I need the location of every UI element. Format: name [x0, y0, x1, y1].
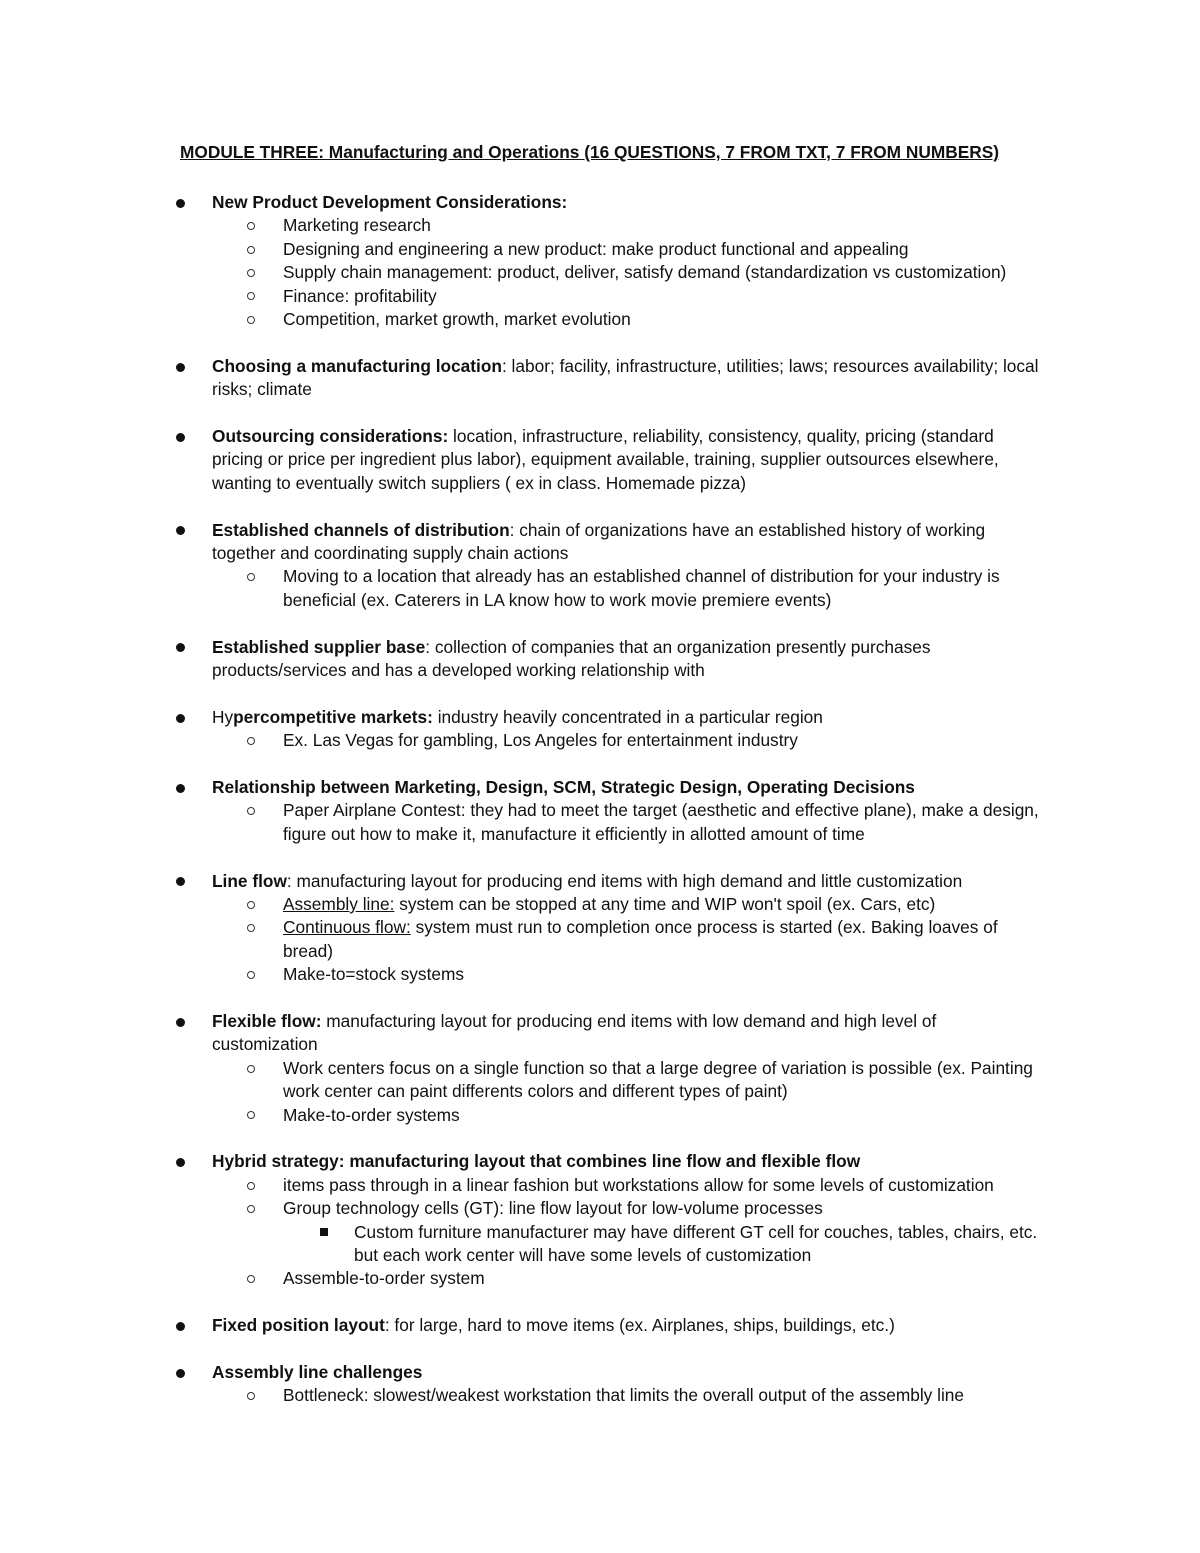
bullet-circle-icon: [247, 269, 255, 277]
text-run: products/services and has a developed working relationship with: [212, 660, 705, 680]
bullet-disc-icon: [176, 877, 185, 886]
sub-item-line: [283, 1080, 788, 1103]
text-run: items pass through in a linear fashion but workstations allow for some levels of customization: [283, 1174, 994, 1195]
sub-item-line: [283, 261, 1006, 284]
text-run: bread): [283, 940, 333, 961]
text-run: industry heavily concentrated in a particular region: [432, 706, 823, 727]
bold-term: percompetitive markets:: [233, 706, 433, 727]
section-line: [212, 1361, 422, 1384]
bullet-disc-icon: [176, 1018, 185, 1027]
text-run: Custom furniture manufacturer may have different GT cell for couches, tables, chairs, etc.: [354, 1221, 1038, 1242]
bullet-circle-icon: [247, 1392, 255, 1400]
section-line: [212, 378, 312, 401]
bullet-disc-icon: [176, 526, 185, 535]
text-run: Paper Airplane Contest: they had to meet the target (aesthetic and effective plane), make a design,: [283, 800, 1039, 821]
text-run: Supply chain management: product, deliver, satisfy demand (standardization vs customization): [283, 262, 1007, 283]
sub-item-line: [283, 799, 1039, 822]
section-line: [212, 355, 1039, 378]
text-run: Assemble-to-order system: [283, 1268, 485, 1289]
text-run: Designing and engineering a new product: make product functional and appealing: [283, 238, 909, 259]
bullet-circle-icon: [247, 222, 255, 230]
bullet-circle-icon: [247, 1275, 255, 1283]
sub-item-line: [283, 893, 935, 916]
text-run: system must run to completion once process is started (ex. Baking loaves of: [410, 917, 998, 938]
bullet-disc-icon: [176, 363, 185, 372]
bullet-circle-icon: [247, 971, 255, 979]
text-run: Hy: [212, 706, 234, 727]
text-run: Make-to=stock systems: [283, 964, 465, 985]
bullet-disc-icon: [176, 433, 185, 442]
section-line: [212, 472, 746, 495]
sub-item-line: [283, 285, 437, 308]
text-run: but each work center will have some levels of customization: [354, 1245, 812, 1265]
text-run: manufacturing layout for producing end items with low demand and high level of: [321, 1011, 937, 1031]
sub-item-line: [283, 940, 333, 963]
bullet-disc-icon: [176, 643, 185, 652]
sub-item-line: [283, 1057, 1033, 1080]
text-run: pricing or price per ingredient plus labor), equipment available, training, supplier outsources elsewhere,: [212, 449, 999, 470]
bold-term: Flexible flow:: [212, 1011, 322, 1031]
text-run: : manufacturing layout for producing end items with high demand and little customization: [286, 870, 963, 891]
text-run: work center can paint differents colors and different types of paint): [283, 1081, 788, 1102]
text-run: Finance: profitability: [283, 285, 437, 306]
bold-term: Established channels of distribution: [212, 519, 510, 540]
text-run: together and coordinating supply chain actions: [212, 543, 569, 563]
text-run: system can be stopped at any time and WIP won't spoil (ex. Cars, etc): [394, 894, 936, 914]
section-line: [212, 1150, 860, 1173]
bold-term: Choosing a manufacturing location: [212, 355, 502, 376]
sub-item-line: [283, 308, 631, 331]
bullet-disc-icon: [176, 1158, 185, 1167]
bold-term: Assembly line challenges: [212, 1362, 423, 1382]
text-run: : chain of organizations have an established history of working: [509, 519, 986, 540]
sub-item-line: [283, 729, 798, 752]
text-run: figure out how to make it, manufacture it efficiently in allotted amount of time: [283, 823, 865, 844]
bullet-square-icon: [320, 1228, 328, 1236]
sub-item-line: [283, 1267, 485, 1290]
sub-item-line: [283, 1197, 823, 1220]
text-run: customization: [212, 1034, 318, 1055]
text-run: Competition, market growth, market evolution: [283, 309, 631, 329]
underlined-term: Assembly line:: [283, 894, 395, 914]
text-run: Marketing research: [283, 215, 431, 236]
sub-item-line: [283, 823, 865, 846]
sub-item-line: [283, 1384, 964, 1407]
sub-item-line: [283, 214, 431, 237]
sub-item-line: [283, 565, 1000, 588]
bullet-circle-icon: [247, 1182, 255, 1190]
text-run: location, infrastructure, reliability, consistency, quality, pricing (standard: [448, 426, 994, 446]
text-run: Ex. Las Vegas for gambling, Los Angeles for entertainment industry: [283, 730, 798, 751]
bold-term: Outsourcing considerations:: [212, 426, 449, 446]
section-line: [212, 636, 931, 659]
bullet-disc-icon: [176, 784, 185, 793]
section-line: [212, 706, 823, 729]
text-run: Make-to-order systems: [283, 1104, 460, 1125]
sub-item-line: [283, 963, 464, 986]
bullet-circle-icon: [247, 292, 255, 300]
bullet-disc-icon: [176, 199, 185, 208]
bullet-disc-icon: [176, 714, 185, 723]
section-line: [212, 870, 962, 893]
text-run: Bottleneck: slowest/weakest workstation that limits the overall output of the assembly line: [283, 1385, 965, 1406]
text-run: : labor; facility, infrastructure, utilities; laws; resources availability; local: [501, 355, 1039, 376]
sub-item-line: [283, 916, 998, 939]
bold-term: Relationship between Marketing, Design, SCM, Strategic Design, Operating Decisions: [212, 777, 915, 797]
section-line: [212, 659, 705, 682]
section-line: [212, 519, 985, 542]
sub-item-line: [283, 238, 908, 261]
text-run: : for large, hard to move items (ex. Airplanes, ships, buildings, etc.): [384, 1315, 895, 1336]
bold-term: Hybrid strategy: manufacturing layout that combines line flow and flexible flow: [212, 1151, 861, 1172]
sub-item-line: [283, 1174, 994, 1197]
bold-term: Fixed position layout: [212, 1315, 385, 1336]
bullet-circle-icon: [247, 807, 255, 815]
bullet-circle-icon: [247, 1065, 255, 1073]
bullet-circle-icon: [247, 924, 255, 932]
text-run: wanting to eventually switch suppliers ( ex in class. Homemade pizza): [212, 472, 747, 493]
text-run: beneficial (ex. Caterers in LA know how to work movie premiere events): [283, 589, 832, 610]
text-run: Moving to a location that already has an established channel of distribution for your industry is: [283, 566, 1000, 587]
section-line: [212, 776, 915, 799]
sub-sub-item-line: [354, 1221, 1037, 1244]
bullet-circle-icon: [247, 573, 255, 581]
section-line: [212, 1033, 318, 1056]
section-line: [212, 1314, 895, 1337]
text-run: risks; climate: [212, 379, 312, 400]
bullet-circle-icon: [247, 1111, 255, 1119]
bullet-circle-icon: [247, 1205, 255, 1213]
section-line: [212, 542, 568, 565]
text-run: : collection of companies that an organization presently purchases: [425, 636, 931, 657]
section-line: [212, 425, 994, 448]
underlined-term: Continuous flow:: [283, 917, 411, 938]
bullet-circle-icon: [247, 316, 255, 324]
text-run: Work centers focus on a single function so that a large degree of variation is possible (ex. Painting: [283, 1057, 1033, 1078]
bullet-disc-icon: [176, 1369, 185, 1378]
section-line: [212, 448, 999, 471]
bullet-circle-icon: [247, 246, 255, 254]
page-title: MODULE THREE: Manufacturing and Operations (16 QUESTIONS, 7 FROM TXT, 7 FROM NUMBERS): [180, 142, 999, 162]
sub-item-line: [283, 1104, 460, 1127]
text-run: Group technology cells (GT): line flow layout for low-volume processes: [283, 1198, 823, 1219]
section-line: [212, 1010, 936, 1033]
bold-term: New Product Development Considerations:: [212, 192, 568, 212]
sub-sub-item-line: [354, 1244, 811, 1267]
bold-term: Established supplier base: [212, 636, 426, 657]
sub-item-line: [283, 589, 831, 612]
bullet-circle-icon: [247, 901, 255, 909]
bullet-disc-icon: [176, 1322, 185, 1331]
bold-term: Line flow: [212, 870, 287, 891]
bullet-circle-icon: [247, 737, 255, 745]
section-line: [212, 191, 567, 214]
